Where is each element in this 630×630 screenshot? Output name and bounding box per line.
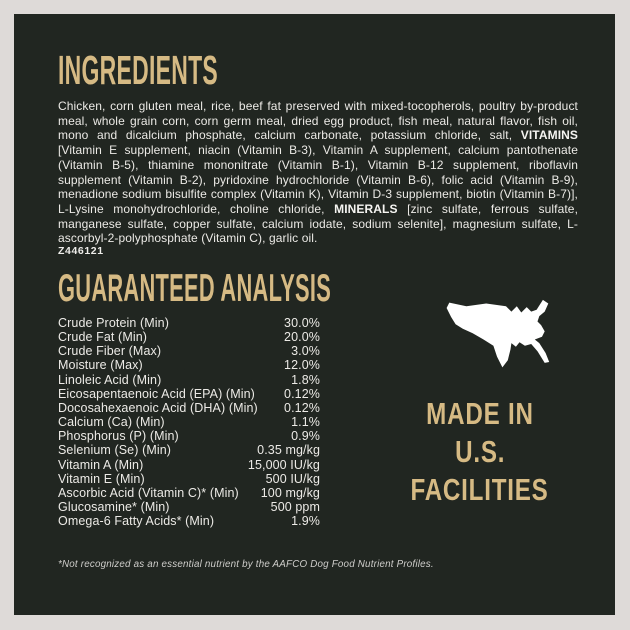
nutrient-label: Vitamin A (Min) (58, 457, 144, 472)
guaranteed-analysis-heading-text: GUARANTEED ANALYSIS (58, 267, 332, 310)
analysis-row (58, 401, 320, 415)
nutrient-value: 1.8% (291, 372, 320, 387)
nutrient-value: 1.9% (291, 514, 320, 529)
ingredients-heading-text: INGREDIENTS (58, 47, 218, 93)
analysis-row (58, 373, 320, 387)
nutrient-value: 500 ppm (270, 500, 320, 515)
analysis-row (58, 443, 320, 457)
nutrient-label: Phosphorus (P) (Min) (58, 429, 179, 444)
nutrient-value: 3.0% (291, 344, 320, 359)
analysis-row (58, 500, 320, 514)
made-in-us-facilities (390, 395, 570, 509)
made-in-line-3-text: FACILITIES (410, 472, 550, 507)
guaranteed-analysis-table (58, 316, 320, 528)
analysis-row (58, 316, 320, 330)
nutrient-label: Docosahexaenoic Acid (DHA) (Min) (58, 400, 258, 415)
nutrient-label: Moisture (Max) (58, 358, 143, 373)
nutrient-value: 100 mg/kg (260, 485, 320, 500)
nutrient-value: 30.0% (284, 316, 320, 330)
made-in-line-2 (390, 433, 570, 471)
nutrient-label: Calcium (Ca) (Min) (58, 415, 165, 430)
nutrient-value: 1.1% (291, 415, 320, 430)
analysis-row (58, 458, 320, 472)
analysis-row (58, 415, 320, 429)
footnote: *Not recognized as an essential nutrient by the AAFCO Dog Food Nutrient Profiles. (58, 559, 434, 570)
nutrient-value: 0.12% (284, 400, 320, 415)
label-panel (14, 14, 615, 615)
ingredients-text (58, 99, 578, 246)
analysis-row (58, 330, 320, 344)
made-in-line-2-text: U.S. (454, 434, 506, 469)
nutrient-label: Eicosapentaenoic Acid (EPA) (Min) (58, 386, 255, 401)
nutrient-value: 0.35 mg/kg (257, 443, 320, 458)
made-in-line-1 (390, 395, 570, 433)
nutrient-value: 15,000 IU/kg (247, 457, 320, 472)
made-in-line-1-text: MADE IN (426, 396, 534, 431)
ingredient-text-segment: Chicken, corn gluten meal, rice, beef fat preserved with mixed-tocopherols, poultry by-product meal, whole grain corn, corn germ meal, dried egg product, fish meal, natural flavor, fish oil, mono and dicalcium phosphate, calcium carbonate, potassium chloride, salt, (58, 99, 578, 143)
nutrient-value: 500 IU/kg (265, 471, 320, 486)
ingredient-text-segment: [Vitamin E supplement, niacin (Vitamin B-3), Vitamin A supplement, calcium pantothenate (Vitamin B-5), thiamine mononitrate (Vitamin B-1), Vitamin B-12 supplement, riboflavin supplement (Vitamin B-2), pyridoxine hydrochloride (Vitamin B-6), folic acid (Vitamin B-9), menadione sodium bisulfite complex (Vitamin K), Vitamin D-3 supplement, biotin (Vitamin B-7)], L-Lysine monohydrochloride, choline chloride, (58, 143, 578, 216)
nutrient-label: Omega-6 Fatty Acids* (Min) (58, 514, 215, 529)
nutrient-label: Vitamin E (Min) (58, 471, 145, 486)
batch-code: Z446121 (58, 245, 104, 257)
nutrient-label: Crude Fat (Min) (58, 330, 148, 345)
made-in-line-3 (390, 471, 570, 509)
ingredient-text-segment: [zinc sulfate, ferrous sulfate, manganese sulfate, copper sulfate, calcium iodate, sodium selenite], magnesium sulfate, L-ascorbyl-2-polyphosphate (Vitamin C), garlic oil. (58, 201, 578, 246)
analysis-row (58, 486, 320, 500)
ingredient-group-label: VITAMINS (520, 128, 578, 143)
nutrient-label: Linoleic Acid (Min) (58, 372, 162, 387)
analysis-row (58, 429, 320, 443)
nutrient-value: 0.12% (284, 386, 320, 401)
nutrient-value: 20.0% (284, 330, 320, 345)
nutrient-label: Selenium (Se) (Min) (58, 443, 172, 458)
nutrient-label: Ascorbic Acid (Vitamin C)* (Min) (58, 485, 239, 500)
ingredient-group-label: MINERALS (334, 201, 398, 216)
nutrient-value: 0.9% (291, 429, 320, 444)
ingredients-heading (58, 47, 344, 93)
analysis-row (58, 344, 320, 358)
nutrient-value: 12.0% (284, 358, 320, 373)
analysis-row (58, 514, 320, 528)
analysis-row (58, 358, 320, 372)
nutrient-label: Glucosamine* (Min) (58, 500, 170, 515)
nutrient-label: Crude Fiber (Max) (58, 344, 162, 359)
usa-map-icon (412, 299, 582, 376)
analysis-row (58, 387, 320, 401)
nutrient-label: Crude Protein (Min) (58, 316, 169, 330)
analysis-row (58, 472, 320, 486)
